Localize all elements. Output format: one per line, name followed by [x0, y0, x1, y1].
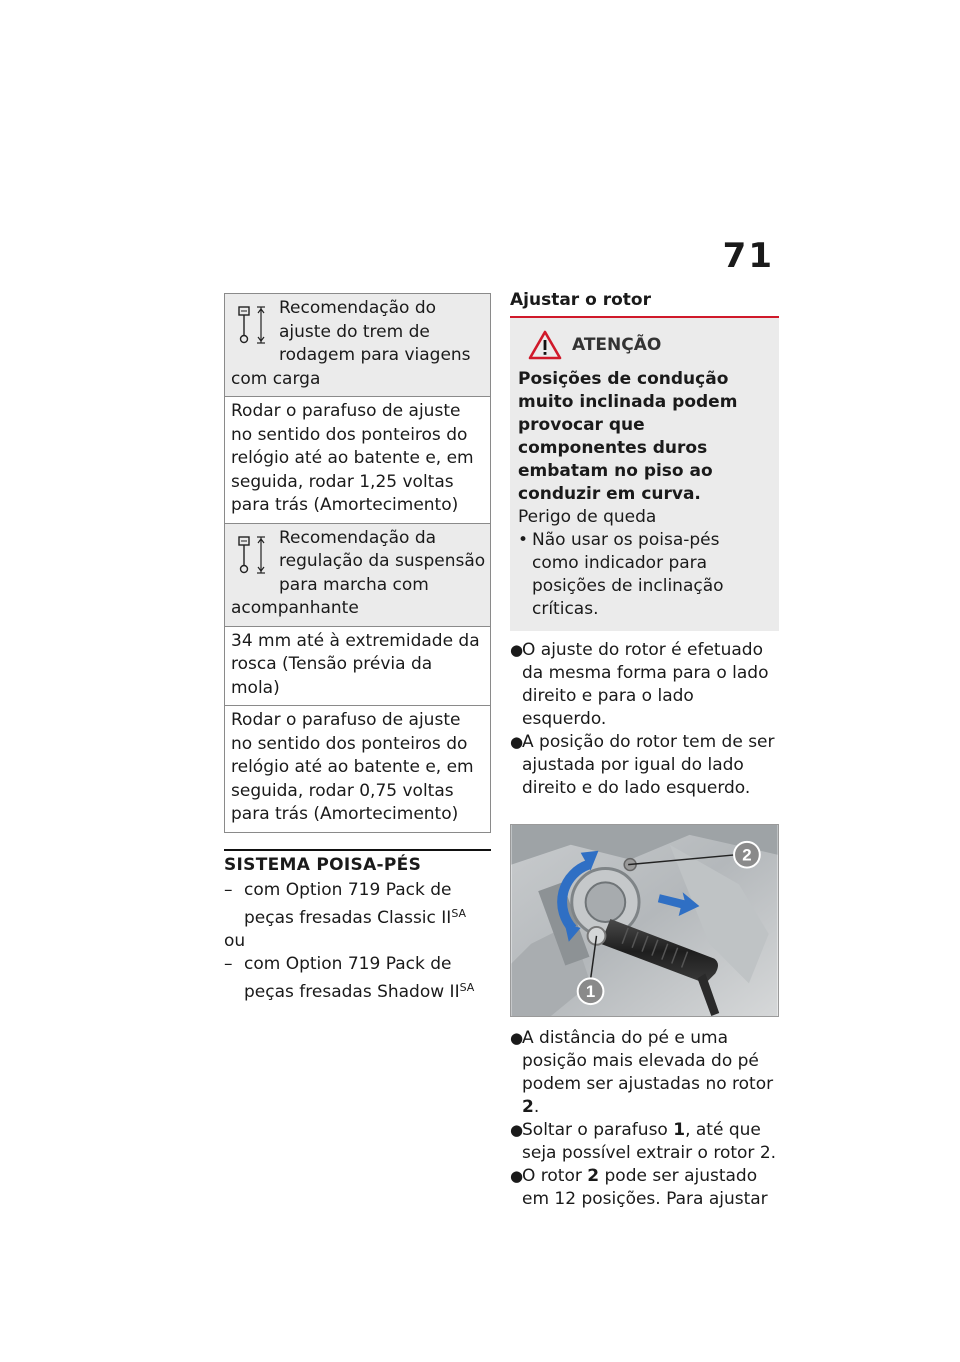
list-item — [510, 1027, 779, 1119]
spec-row-recommendation-load — [224, 294, 491, 397]
warning-bullet-text: Não usar os poisa-pés como indicador para posições de inclinação críticas. — [532, 530, 724, 619]
spec-text: Recomendação da regulação da suspensão para marcha com acompanhante — [231, 527, 486, 618]
list-item-ref: 2 — [587, 1166, 600, 1186]
list-item-text: Soltar o parafuso — [522, 1120, 674, 1140]
right-column — [510, 290, 779, 1211]
dash-marker: – — [224, 879, 233, 900]
spec-table — [224, 293, 491, 833]
bullet-marker: • — [518, 530, 529, 550]
warning-bold-text: Posições de condução muito inclinada podem provocar que componentes duros embatam no piso ao conduzir em curva. — [518, 369, 738, 504]
option-superscript: SA — [451, 906, 467, 920]
bullet-dot-icon: ● — [510, 733, 524, 751]
spec-row-value — [224, 627, 491, 707]
page-number: 71 — [722, 236, 774, 276]
bullet-dot-icon: ● — [510, 641, 524, 659]
list-item-text: A posição do rotor tem de ser ajustada por igual do lado direito e do lado esquerdo. — [522, 732, 775, 798]
list-item-text: O rotor — [522, 1166, 588, 1186]
list-item-ref: 2 — [522, 1097, 534, 1117]
option-superscript: SA — [459, 980, 475, 994]
callout-label-2: 2 — [742, 845, 752, 865]
spec-text: 34 mm até à extremidade da rosca (Tensão prévia da mola) — [231, 630, 480, 698]
option-text: com Option 719 Pack de peças fresadas Classic II — [244, 879, 452, 928]
list-item-text: O ajuste do rotor é efetuado da mesma forma para o lado direito e para o lado esquerdo. — [522, 640, 769, 729]
footpeg-rotor-photo — [510, 824, 779, 1017]
warning-normal-text: Perigo de queda — [518, 507, 657, 527]
option-item — [224, 953, 491, 1004]
list-item-text: . — [533, 1097, 540, 1117]
spec-row-instruction — [224, 397, 491, 524]
spec-text: Rodar o parafuso de ajuste no sentido dos ponteiros do relógio até ao batente e, em seguida, rodar 0,75 voltas para trás (Amortecimento) — [231, 710, 474, 824]
dash-marker: – — [224, 953, 233, 974]
or-text: ou — [224, 930, 246, 951]
warning-triangle-icon — [528, 330, 562, 360]
instruction-list — [510, 639, 779, 800]
warning-box — [510, 318, 779, 631]
suspension-icon — [237, 533, 271, 577]
suspension-icon — [237, 303, 271, 347]
warning-header — [528, 330, 771, 360]
list-item-text: , até que seja possível extrair o rotor 2. — [522, 1120, 777, 1163]
instruction-list — [510, 1027, 779, 1211]
bullet-dot-icon: ● — [510, 1167, 524, 1185]
warning-bullet — [518, 529, 771, 621]
spec-text: Rodar o parafuso de ajuste no sentido dos ponteiros do relógio até ao batente e, em seguida, rodar 1,25 voltas para trás (Amortecimento) — [231, 401, 474, 515]
callout-label-1: 1 — [585, 982, 596, 1002]
list-item-text: A distância do pé e uma posição mais elevada do pé podem ser ajustadas no rotor — [522, 1028, 774, 1094]
warning-title: ATENÇÃO — [572, 335, 662, 355]
spec-text: Recomendação do ajuste do trem de rodagem para viagens com carga — [231, 298, 471, 389]
spec-row-instruction — [224, 706, 491, 833]
list-item — [510, 1119, 779, 1165]
sub-heading: Ajustar o rotor — [510, 290, 779, 318]
section-heading: SISTEMA POISA-PÉS — [224, 849, 491, 875]
list-item — [510, 1165, 779, 1211]
left-column — [224, 293, 491, 1004]
option-item — [224, 879, 491, 930]
list-item-text: pode ser ajustado em 12 posições. Para ajustar — [522, 1166, 768, 1209]
list-item — [510, 639, 779, 731]
list-item-ref: 1 — [673, 1120, 686, 1140]
list-item — [510, 731, 779, 800]
option-text: com Option 719 Pack de peças fresadas Shadow II — [244, 953, 460, 1002]
bullet-dot-icon: ● — [510, 1029, 524, 1047]
spec-row-recommendation-passenger — [224, 524, 491, 627]
bullet-dot-icon: ● — [510, 1121, 524, 1139]
